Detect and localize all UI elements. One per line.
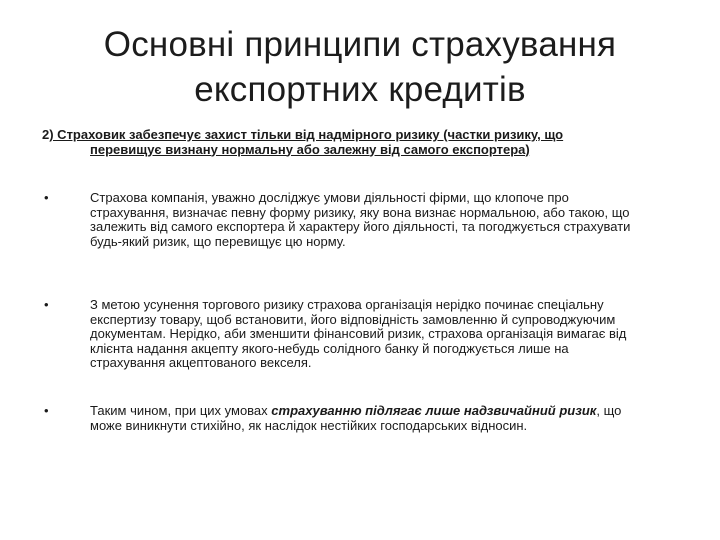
bullet-marker: • (44, 403, 49, 418)
bullet-item-2 (42, 298, 682, 371)
bullet-line: експертизу товару, щоб встановити, його відповідність замовленню й супроводжуючим (90, 311, 616, 327)
bullet-text (90, 191, 682, 249)
bullet-line: залежить від самого експортера й характеру його діяльності, та погоджується страхувати (90, 219, 631, 234)
title-line-1: Основні принципи страхування (103, 25, 617, 64)
bullet-line (90, 404, 682, 419)
bullet-marker: • (44, 190, 49, 205)
bullet-marker: • (44, 297, 49, 312)
bullet-line: страхування акцептованого векселя. (90, 355, 312, 370)
bullet-item-1 (42, 191, 682, 249)
title-line-2: експортних кредитів (194, 70, 526, 109)
subheading-line-2: перевищує визнану нормальну або залежну від самого експортера) (90, 141, 530, 157)
bullet-line: клієнта надання акцепту якого-небудь солідного банку й погоджується лише на (90, 340, 569, 356)
bullet-line: З метою усунення торгового ризику страхова організація нерідко починає спеціальну (90, 297, 604, 312)
bullet-line: Страхова компанія, уважно досліджує умови діяльності фірми, що клопоче про (90, 190, 569, 205)
bullet-line: може виникнути стихійно, як наслідок нестійких господарських відносин. (90, 417, 528, 433)
bullet-text (90, 298, 682, 371)
slide-title (40, 22, 680, 112)
bullet-line: документам. Нерідко, аби зменшити фінансовий ризик, страхова організація вимагає від (90, 326, 627, 341)
bullet-line: будь-який ризик, що перевищує цю норму. (90, 233, 346, 249)
bullet-text (90, 404, 682, 433)
subheading-line-1: ) Страховик забезпечує захист тільки від надмірного ризику (частки ризику, що (49, 127, 564, 142)
bullet-item-3 (42, 404, 682, 433)
principle-number: 2 (42, 127, 50, 142)
emphasized-phrase: страхуванню підлягає лише надзвичайний ризик (271, 403, 597, 418)
bullet-line: страхування, визначає певну форму ризику, яку вона визнає нормальною, або такою, що (90, 204, 630, 220)
bullet-text-before: Таким чином, при цих умовах (90, 403, 272, 418)
principle-subheading (42, 128, 682, 157)
bullet-text-after: , що (596, 403, 622, 418)
